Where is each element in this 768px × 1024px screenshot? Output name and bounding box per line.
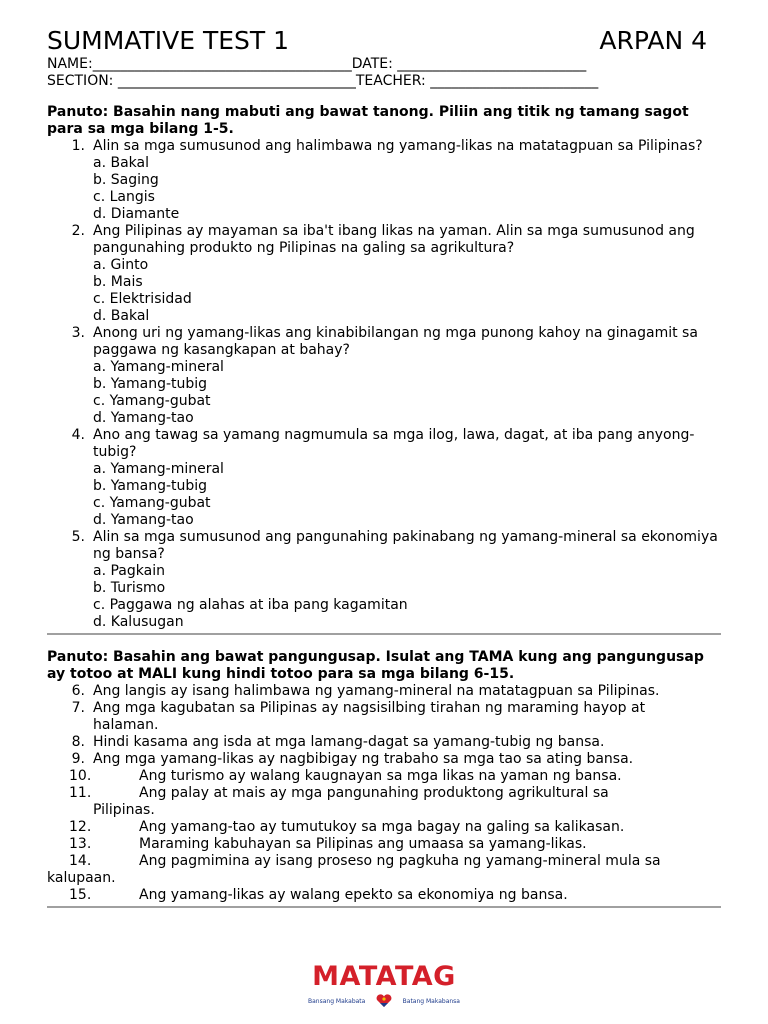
statement-10 [47, 768, 721, 785]
choice-b: b. Saging [93, 172, 159, 188]
name-date-line: NAME:_____________________________________DATE: ___________________________ [47, 56, 587, 72]
question-5 [47, 529, 721, 631]
statement-9 [47, 751, 721, 768]
statement-number: 8. [71, 734, 85, 750]
statement-11 [47, 785, 721, 819]
choice-d: d. Yamang-tao [93, 512, 194, 528]
choice-a: a. Yamang-mineral [93, 461, 224, 477]
statement-list [47, 683, 721, 904]
tagline-right: Batang Makabansa [402, 997, 460, 1005]
question-3 [47, 325, 721, 427]
statement-text: Ang mga yamang-likas ay nagbibigay ng trabaho sa mga tao sa ating bansa. [93, 751, 634, 767]
statement-number: 11. [69, 785, 92, 801]
choice-b: b. Mais [93, 274, 143, 290]
choice-d: d. Kalusugan [93, 614, 184, 630]
statement-text: Ang mga kagubatan sa Pilipinas ay nagsisilbing tirahan ng maraming hayop at [93, 700, 646, 716]
question-text: Ano ang tawag sa yamang nagmumula sa mga ilog, lawa, dagat, at iba pang anyong-tubig? [93, 427, 695, 460]
statement-number: 9. [71, 751, 85, 767]
matatag-logo [306, 962, 462, 1012]
question-text: Alin sa mga sumusunod ang halimbawa ng yamang-likas na matatagpuan sa Pilipinas? [93, 138, 703, 154]
choice-list [93, 257, 721, 325]
logo-wordmark: MATATAG [312, 961, 456, 992]
statement-text: Ang yamang-likas ay walang epekto sa ekonomiya ng bansa. [139, 887, 568, 903]
choice-a: a. Ginto [93, 257, 149, 273]
question-number: 4. [71, 427, 85, 443]
question-4 [47, 427, 721, 529]
test-page [47, 26, 721, 908]
statement-number: 7. [71, 700, 85, 716]
subject-label: ARPAN 4 [599, 26, 707, 55]
question-list [47, 138, 721, 631]
question-text: Anong uri ng yamang-likas ang kinabibilangan ng mga punong kahoy na ginagamit sa paggawa ng kasangkapan at bahay? [93, 325, 698, 358]
choice-a: a. Bakal [93, 155, 149, 171]
question-number: 5. [71, 529, 85, 545]
test-title: SUMMATIVE TEST 1 [47, 26, 290, 55]
statement-text: Hindi kasama ang isda at mga lamang-dagat sa yamang-tubig ng bansa. [93, 734, 605, 750]
statement-13 [47, 836, 721, 853]
choice-list [93, 359, 721, 427]
question-number: 1. [71, 138, 85, 154]
question-number: 3. [71, 325, 85, 341]
statement-number: 14. [69, 853, 92, 869]
choice-a: a. Yamang-mineral [93, 359, 224, 375]
choice-b: b. Yamang-tubig [93, 376, 208, 392]
choice-b: b. Turismo [93, 580, 166, 596]
statement-6 [47, 683, 721, 700]
statement-text: Ang palay at mais ay mga pangunahing produktong agrikultural sa [139, 785, 609, 801]
statement-number: 13. [69, 836, 92, 852]
choice-c: c. Yamang-gubat [93, 495, 211, 511]
question-text: Ang Pilipinas ay mayaman sa iba't ibang likas na yaman. Alin sa mga sumusunod ang pangunahing produkto ng Pilipinas na galing sa agrikultura? [93, 223, 695, 256]
section-divider [47, 633, 721, 635]
choice-a: a. Pagkain [93, 563, 165, 579]
choice-c: c. Langis [93, 189, 155, 205]
statement-12 [47, 819, 721, 836]
choice-b: b. Yamang-tubig [93, 478, 208, 494]
statement-text: Ang langis ay isang halimbawa ng yamang-mineral na matatagpuan sa Pilipinas. [93, 683, 660, 699]
title-row [47, 26, 721, 56]
heart-icon [375, 994, 393, 1008]
section-divider [47, 906, 721, 908]
part-1 [47, 104, 721, 635]
choice-list [93, 461, 721, 529]
choice-d: d. Yamang-tao [93, 410, 194, 426]
statement-number: 12. [69, 819, 92, 835]
question-1 [47, 138, 721, 223]
choice-d: d. Diamante [93, 206, 180, 222]
statement-number: 15. [69, 887, 92, 903]
statement-text: Ang turismo ay walang kaugnayan sa mga likas na yaman ng bansa. [139, 768, 622, 784]
part-2 [47, 649, 721, 908]
choice-c: c. Paggawa ng alahas at iba pang kagamitan [93, 597, 408, 613]
statement-15 [47, 887, 721, 904]
statement-number: 10. [69, 768, 92, 784]
statement-text: Maraming kabuhayan sa Pilipinas ang umaasa sa yamang-likas. [139, 836, 587, 852]
statement-text: Ang yamang-tao ay tumutukoy sa mga bagay na galing sa kalikasan. [139, 819, 625, 835]
statement-continuation: Pilipinas. [93, 802, 155, 818]
choice-list [93, 563, 721, 631]
statement-8 [47, 734, 721, 751]
choice-c: c. Elektrisidad [93, 291, 192, 307]
statement-continuation: kalupaan. [47, 870, 116, 886]
statement-continuation: halaman. [93, 717, 159, 733]
question-2 [47, 223, 721, 325]
question-number: 2. [71, 223, 85, 239]
statement-number: 6. [71, 683, 85, 699]
logo-tagline [306, 994, 462, 1008]
tagline-left: Bansang Makabata [308, 997, 366, 1005]
section-teacher-line: SECTION: __________________________________TEACHER: ________________________ [47, 73, 599, 89]
choice-c: c. Yamang-gubat [93, 393, 211, 409]
statement-text: Ang pagmimina ay isang proseso ng pagkuha ng yamang-mineral mula sa [139, 853, 661, 869]
statement-7 [47, 700, 721, 734]
choice-d: d. Bakal [93, 308, 150, 324]
part-2-directions: Panuto: Basahin ang bawat pangungusap. Isulat ang TAMA kung ang pangungusap ay totoo at MALI kung hindi totoo para sa mga bilang 6-15. [47, 649, 704, 682]
statement-14 [47, 853, 721, 887]
question-text: Alin sa mga sumusunod ang pangunahing pakinabang ng yamang-mineral sa ekonomiya ng bansa? [93, 529, 718, 562]
part-1-directions: Panuto: Basahin nang mabuti ang bawat tanong. Piliin ang titik ng tamang sagot para sa mga bilang 1-5. [47, 104, 689, 137]
choice-list [93, 155, 721, 223]
